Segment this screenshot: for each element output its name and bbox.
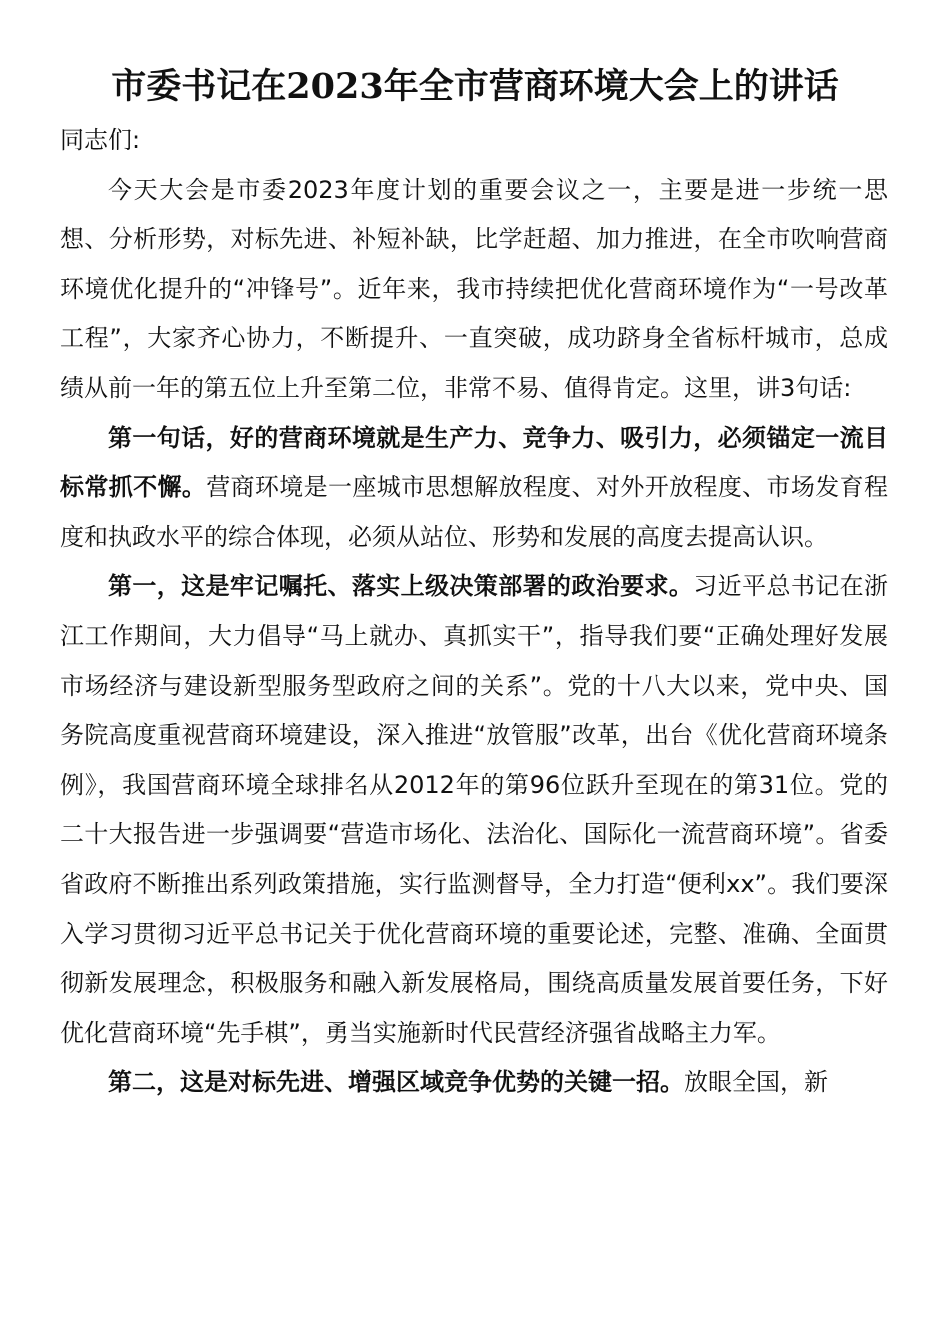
paragraph-text: 今天大会是市委2023年度计划的重要会议之一，主要是进一步统一思想、分析形势，对标先进、补短补缺，比学赶超、加力推进，在全市吹响营商环境优化提升的“冲锋号”。近年来，我市持续把优化营商环境作为“一号改革工程”，大家齐心协力，不断提升、一直突破，成功跻身全省标杆城市，总成绩从前一年的第五位上升至第二位，非常不易、值得肯定。这里，讲3句话:	[60, 175, 888, 402]
paragraph-lead: 第一句话，好的营商环境就是生产力、竞争力、吸引力，必须锚定一流目标常抓不懈。	[60, 423, 888, 502]
paragraph-political-requirement	[60, 562, 888, 1058]
document-body	[60, 116, 888, 1108]
paragraph-lead: 第一，这是牢记嘱托、落实上级决策部署的政治要求。	[108, 572, 694, 601]
paragraph-competitive-advantage	[60, 1058, 888, 1108]
paragraph-text: 营商环境是一座城市思想解放程度、对外开放程度、市场发育程度和执政水平的综合体现，必须从站位、形势和发展的高度去提高认识。	[60, 473, 889, 551]
paragraph-intro	[60, 166, 888, 414]
paragraph-lead: 第二，这是对标先进、增强区域竞争优势的关键一招。	[108, 1068, 684, 1097]
salutation: 同志们:	[60, 126, 141, 154]
paragraph-text: 放眼全国，新	[684, 1068, 828, 1097]
document-title: 市委书记在2023年全市营商环境大会上的讲话	[111, 66, 839, 107]
paragraph-first-point	[60, 414, 888, 563]
paragraph-text: 习近平总书记在浙江工作期间，大力倡导“马上就办、真抓实干”，指导我们要“正确处理好发展市场经济与建设新型服务型政府之间的关系”。党的十八大以来，党中央、国务院高度重视营商环境建设，深入推进“放管服”改革，出台《优化营商环境条例》，我国营商环境全球排名从2012年的第96位跃升至现在的第31位。党的二十大报告进一步强调要“营造市场化、法治化、国际化一流营商环境”。省委省政府不断推出系列政策措施，实行监测督导，全力打造“便利xx”。我们要深入学习贯彻习近平总书记关于优化营商环境的重要论述，完整、准确、全面贯彻新发展理念，积极服务和融入新发展格局，围绕高质量发展首要任务，下好优化营商环境“先手棋”，勇当实施新时代民营经济强省战略主力军。	[60, 572, 889, 1047]
